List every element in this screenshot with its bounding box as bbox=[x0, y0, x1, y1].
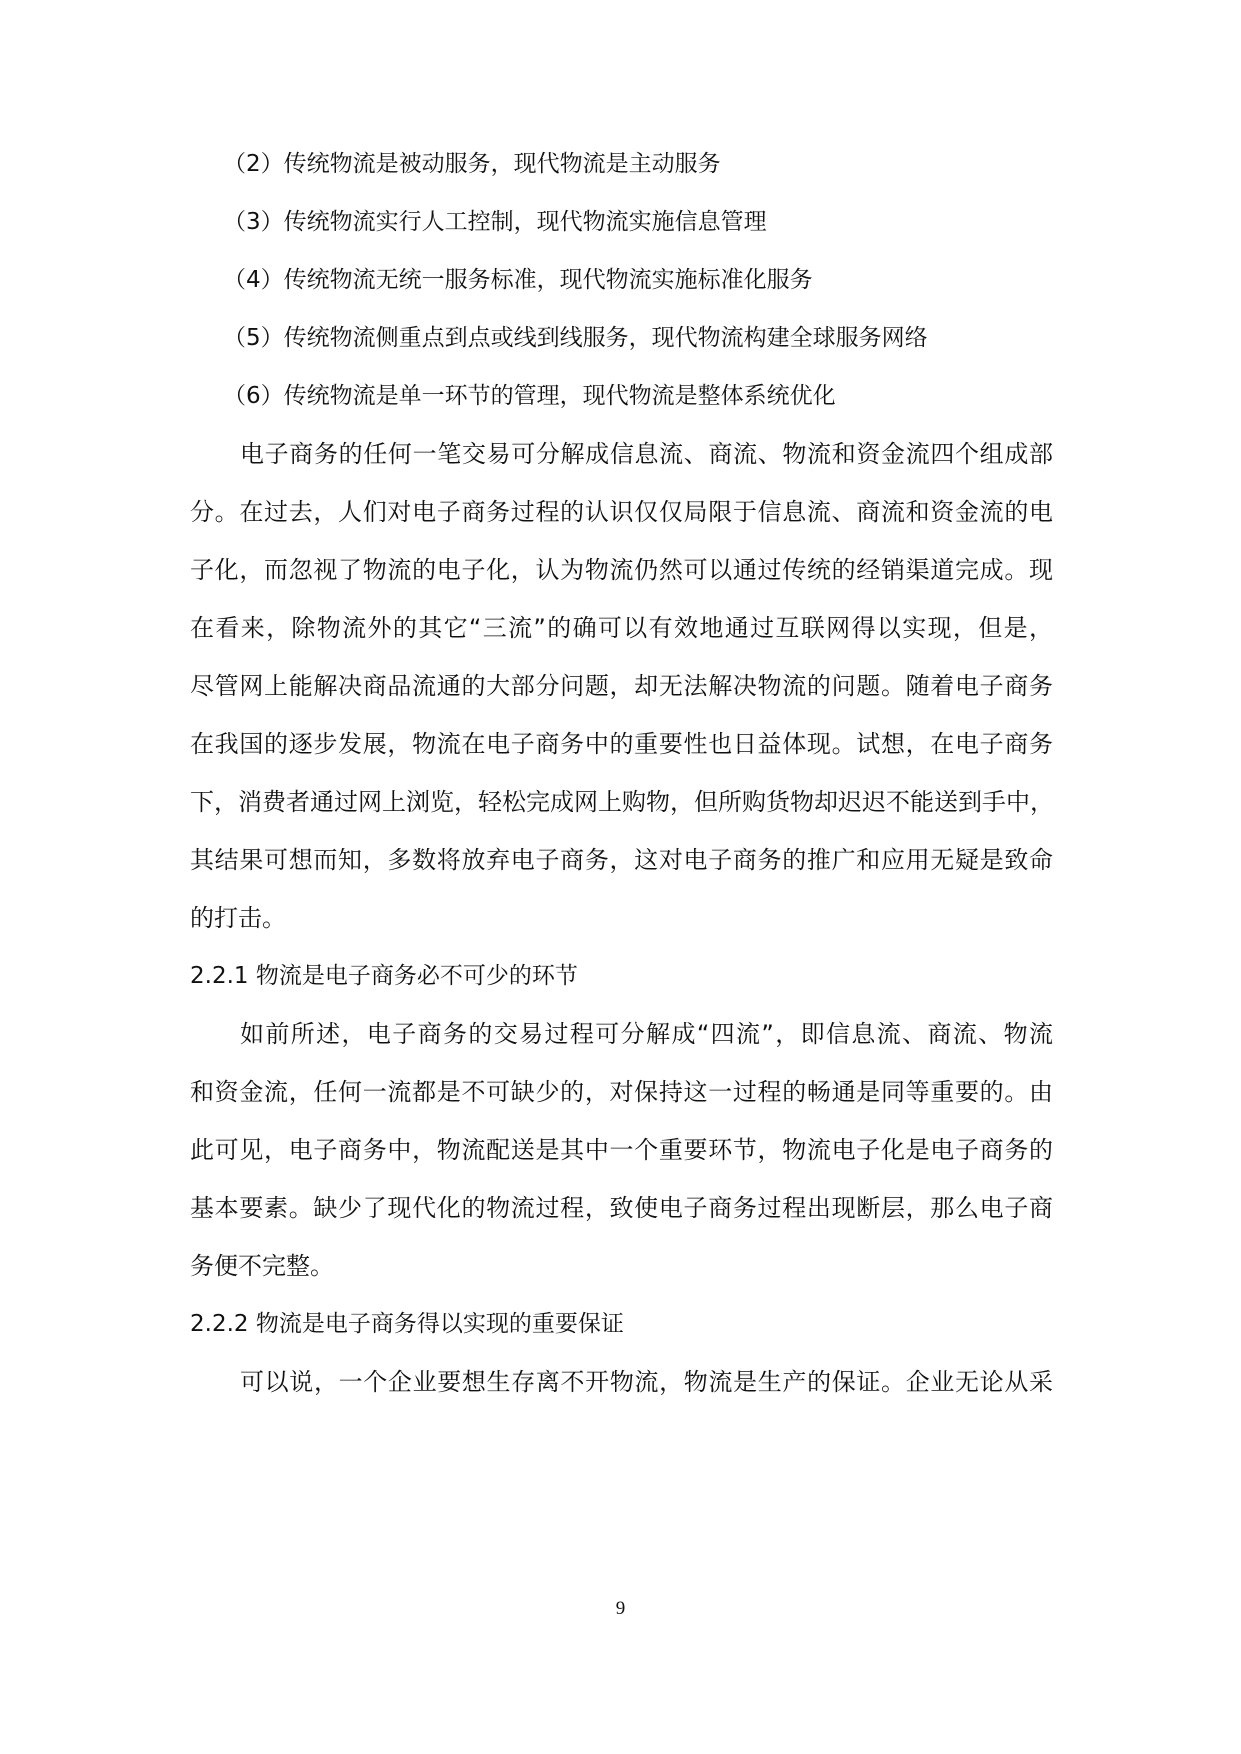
paragraph-line: 此可见，电子商务中，物流配送是其中一个重要环节，物流电子化是电子商务的 bbox=[190, 1136, 1053, 1164]
list-item: （2）传统物流是被动服务，现代物流是主动服务 bbox=[223, 151, 721, 177]
paragraph-line: 子化，而忽视了物流的电子化，认为物流仍然可以通过传统的经销渠道完成。现 bbox=[190, 556, 1053, 584]
section-heading: 2.2.1 物流是电子商务必不可少的环节 bbox=[190, 963, 578, 989]
paragraph-line: 其结果可想而知，多数将放弃电子商务，这对电子商务的推广和应用无疑是致命 bbox=[190, 846, 1053, 874]
paragraph-line: 务便不完整。 bbox=[190, 1252, 334, 1280]
paragraph-line: 分。在过去，人们对电子商务过程的认识仅仅局限于信息流、商流和资金流的电 bbox=[190, 498, 1053, 526]
list-item: （5）传统物流侧重点到点或线到线服务，现代物流构建全球服务网络 bbox=[223, 325, 928, 351]
paragraph-line: 如前所述，电子商务的交易过程可分解成“四流”，即信息流、商流、物流 bbox=[240, 1020, 1053, 1048]
list-item: （4）传统物流无统一服务标准，现代物流实施标准化服务 bbox=[223, 267, 813, 293]
paragraph-line: 可以说，一个企业要想生存离不开物流，物流是生产的保证。企业无论从采 bbox=[240, 1368, 1053, 1396]
paragraph-line: 和资金流，任何一流都是不可缺少的，对保持这一过程的畅通是同等重要的。由 bbox=[190, 1078, 1053, 1106]
paragraph-line: 电子商务的任何一笔交易可分解成信息流、商流、物流和资金流四个组成部 bbox=[240, 440, 1053, 468]
list-item: （3）传统物流实行人工控制，现代物流实施信息管理 bbox=[223, 209, 767, 235]
page-number: 9 bbox=[615, 1598, 626, 1619]
list-item: （6）传统物流是单一环节的管理，现代物流是整体系统优化 bbox=[223, 383, 836, 409]
paragraph-line: 下，消费者通过网上浏览，轻松完成网上购物，但所购货物却迟迟不能送到手中， bbox=[190, 788, 1054, 816]
paragraph-line: 的打击。 bbox=[190, 904, 286, 932]
paragraph-line: 基本要素。缺少了现代化的物流过程，致使电子商务过程出现断层，那么电子商 bbox=[190, 1194, 1053, 1222]
paragraph-line: 尽管网上能解决商品流通的大部分问题，却无法解决物流的问题。随着电子商务 bbox=[190, 672, 1053, 700]
paragraph-line: 在看来，除物流外的其它“三流”的确可以有效地通过互联网得以实现，但是， bbox=[190, 614, 1053, 642]
paragraph-line: 在我国的逐步发展，物流在电子商务中的重要性也日益体现。试想，在电子商务 bbox=[190, 730, 1053, 758]
section-heading: 2.2.2 物流是电子商务得以实现的重要保证 bbox=[190, 1311, 624, 1337]
